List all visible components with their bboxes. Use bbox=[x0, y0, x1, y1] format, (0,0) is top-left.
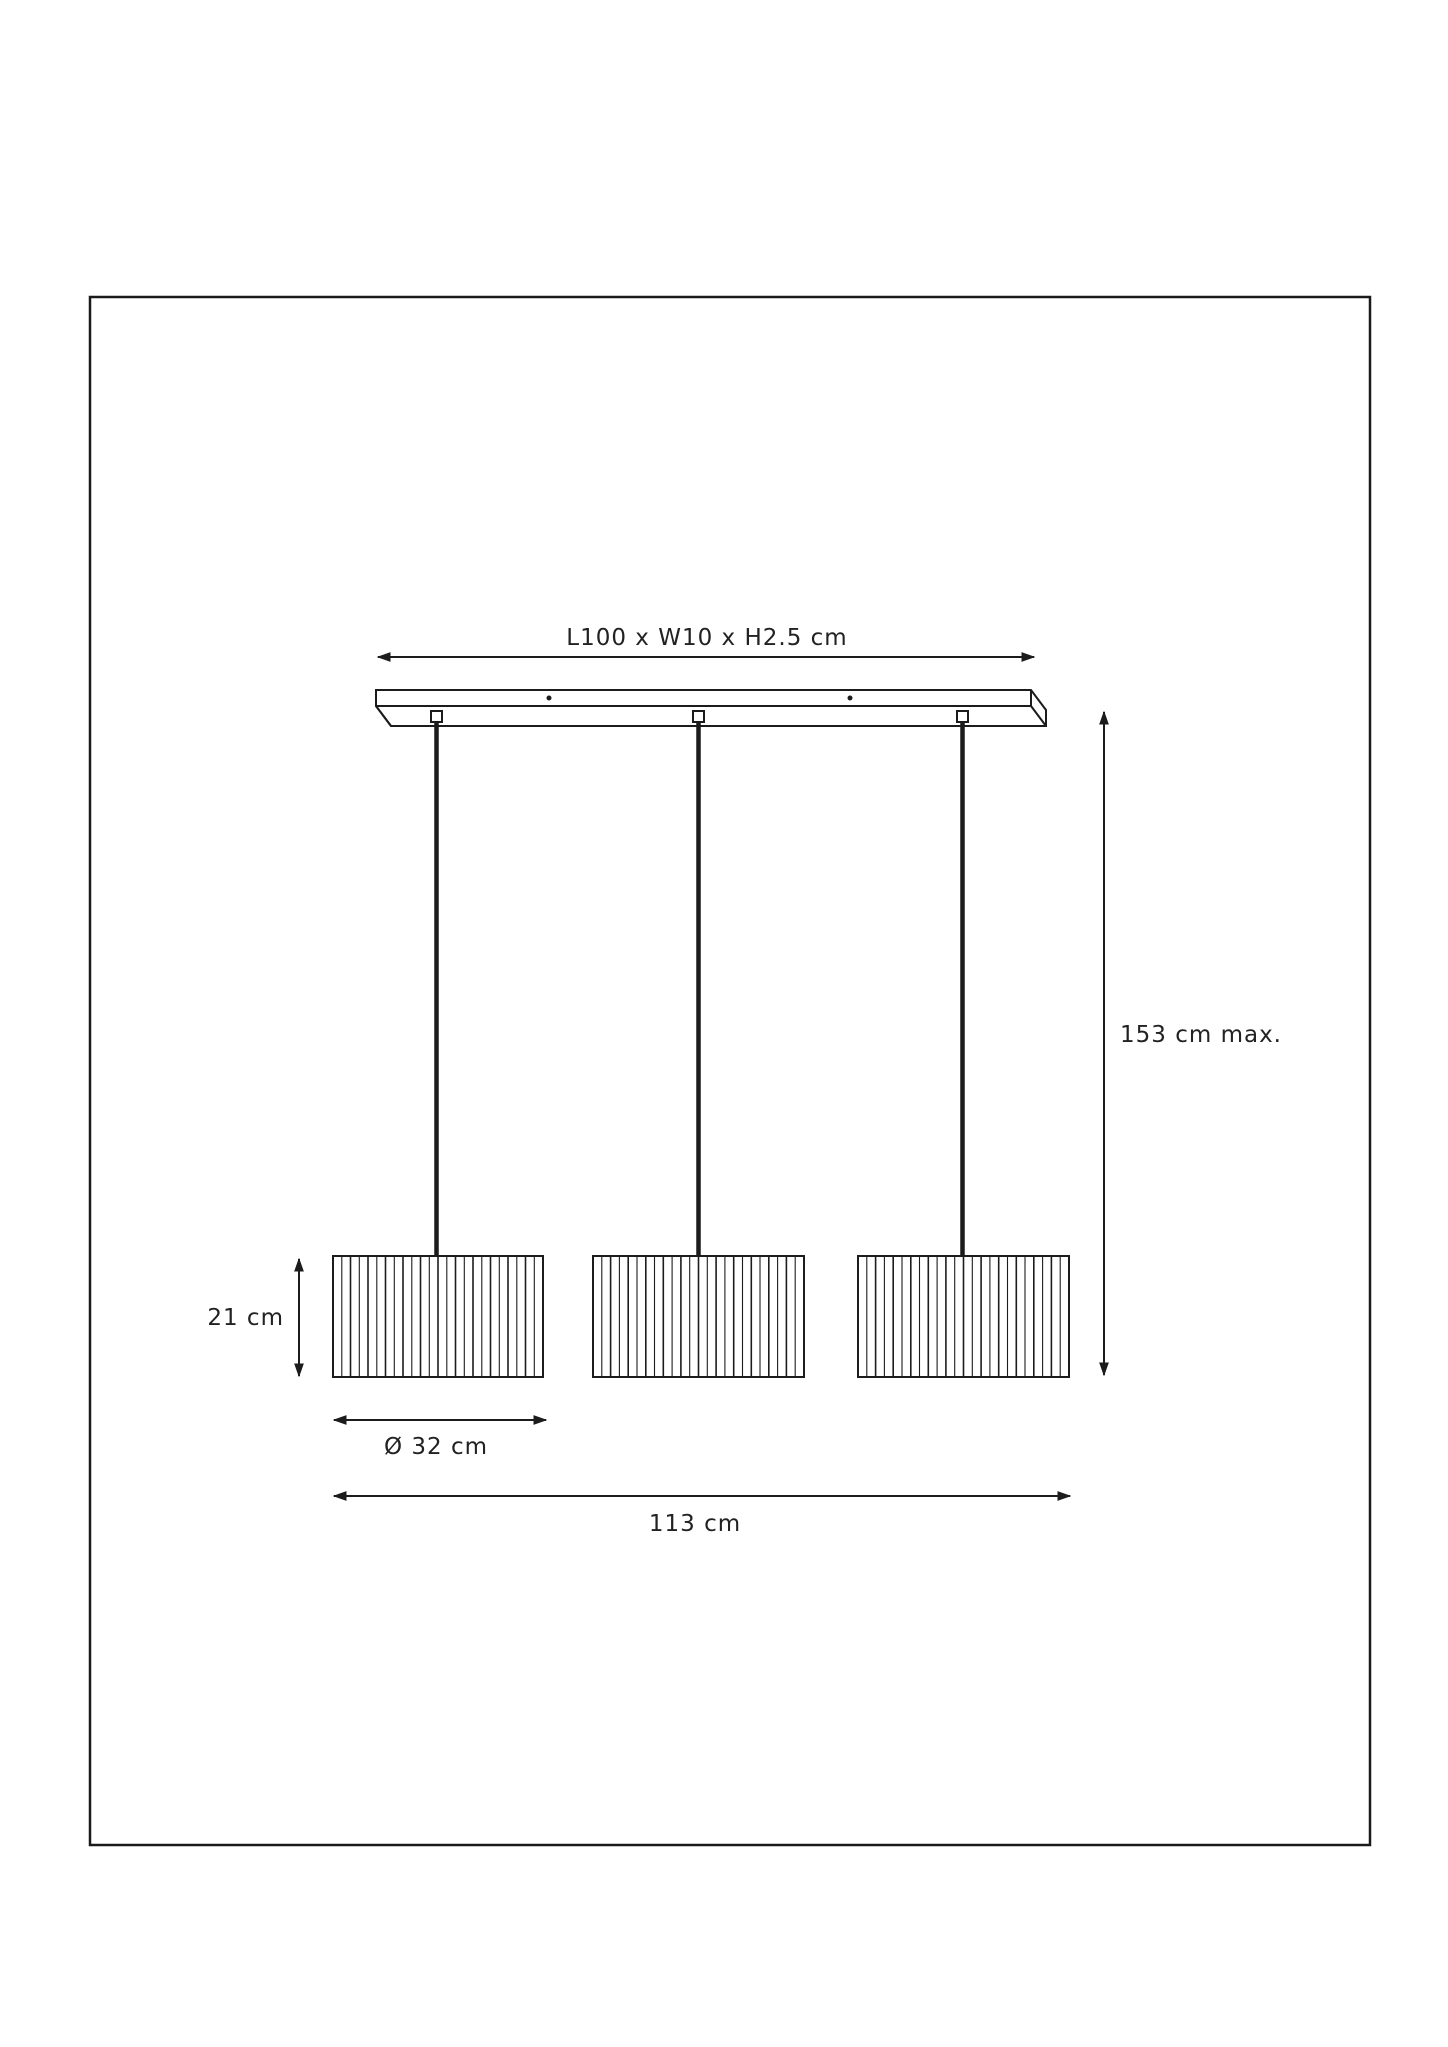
mounting-hole-left bbox=[547, 696, 552, 701]
shade-height-label: 21 cm bbox=[207, 1305, 284, 1331]
mounting-hole-right bbox=[848, 696, 853, 701]
cable-clamp-2 bbox=[693, 711, 704, 722]
lamp-shade-1 bbox=[333, 1256, 543, 1377]
cable-clamp-3 bbox=[957, 711, 968, 722]
ceiling-canopy bbox=[376, 690, 1046, 726]
lamp-shade-3 bbox=[858, 1256, 1069, 1377]
canopy-dimension-label: L100 x W10 x H2.5 cm bbox=[566, 625, 848, 651]
max-height-label: 153 cm max. bbox=[1120, 1022, 1282, 1048]
cable-clamp-1 bbox=[431, 711, 442, 722]
lamp-shade-2 bbox=[593, 1256, 804, 1377]
suspension-cables bbox=[431, 711, 968, 1257]
shade-diameter-label: Ø 32 cm bbox=[383, 1434, 489, 1460]
drawing-frame bbox=[90, 297, 1370, 1845]
total-width-label: 113 cm bbox=[648, 1511, 742, 1537]
